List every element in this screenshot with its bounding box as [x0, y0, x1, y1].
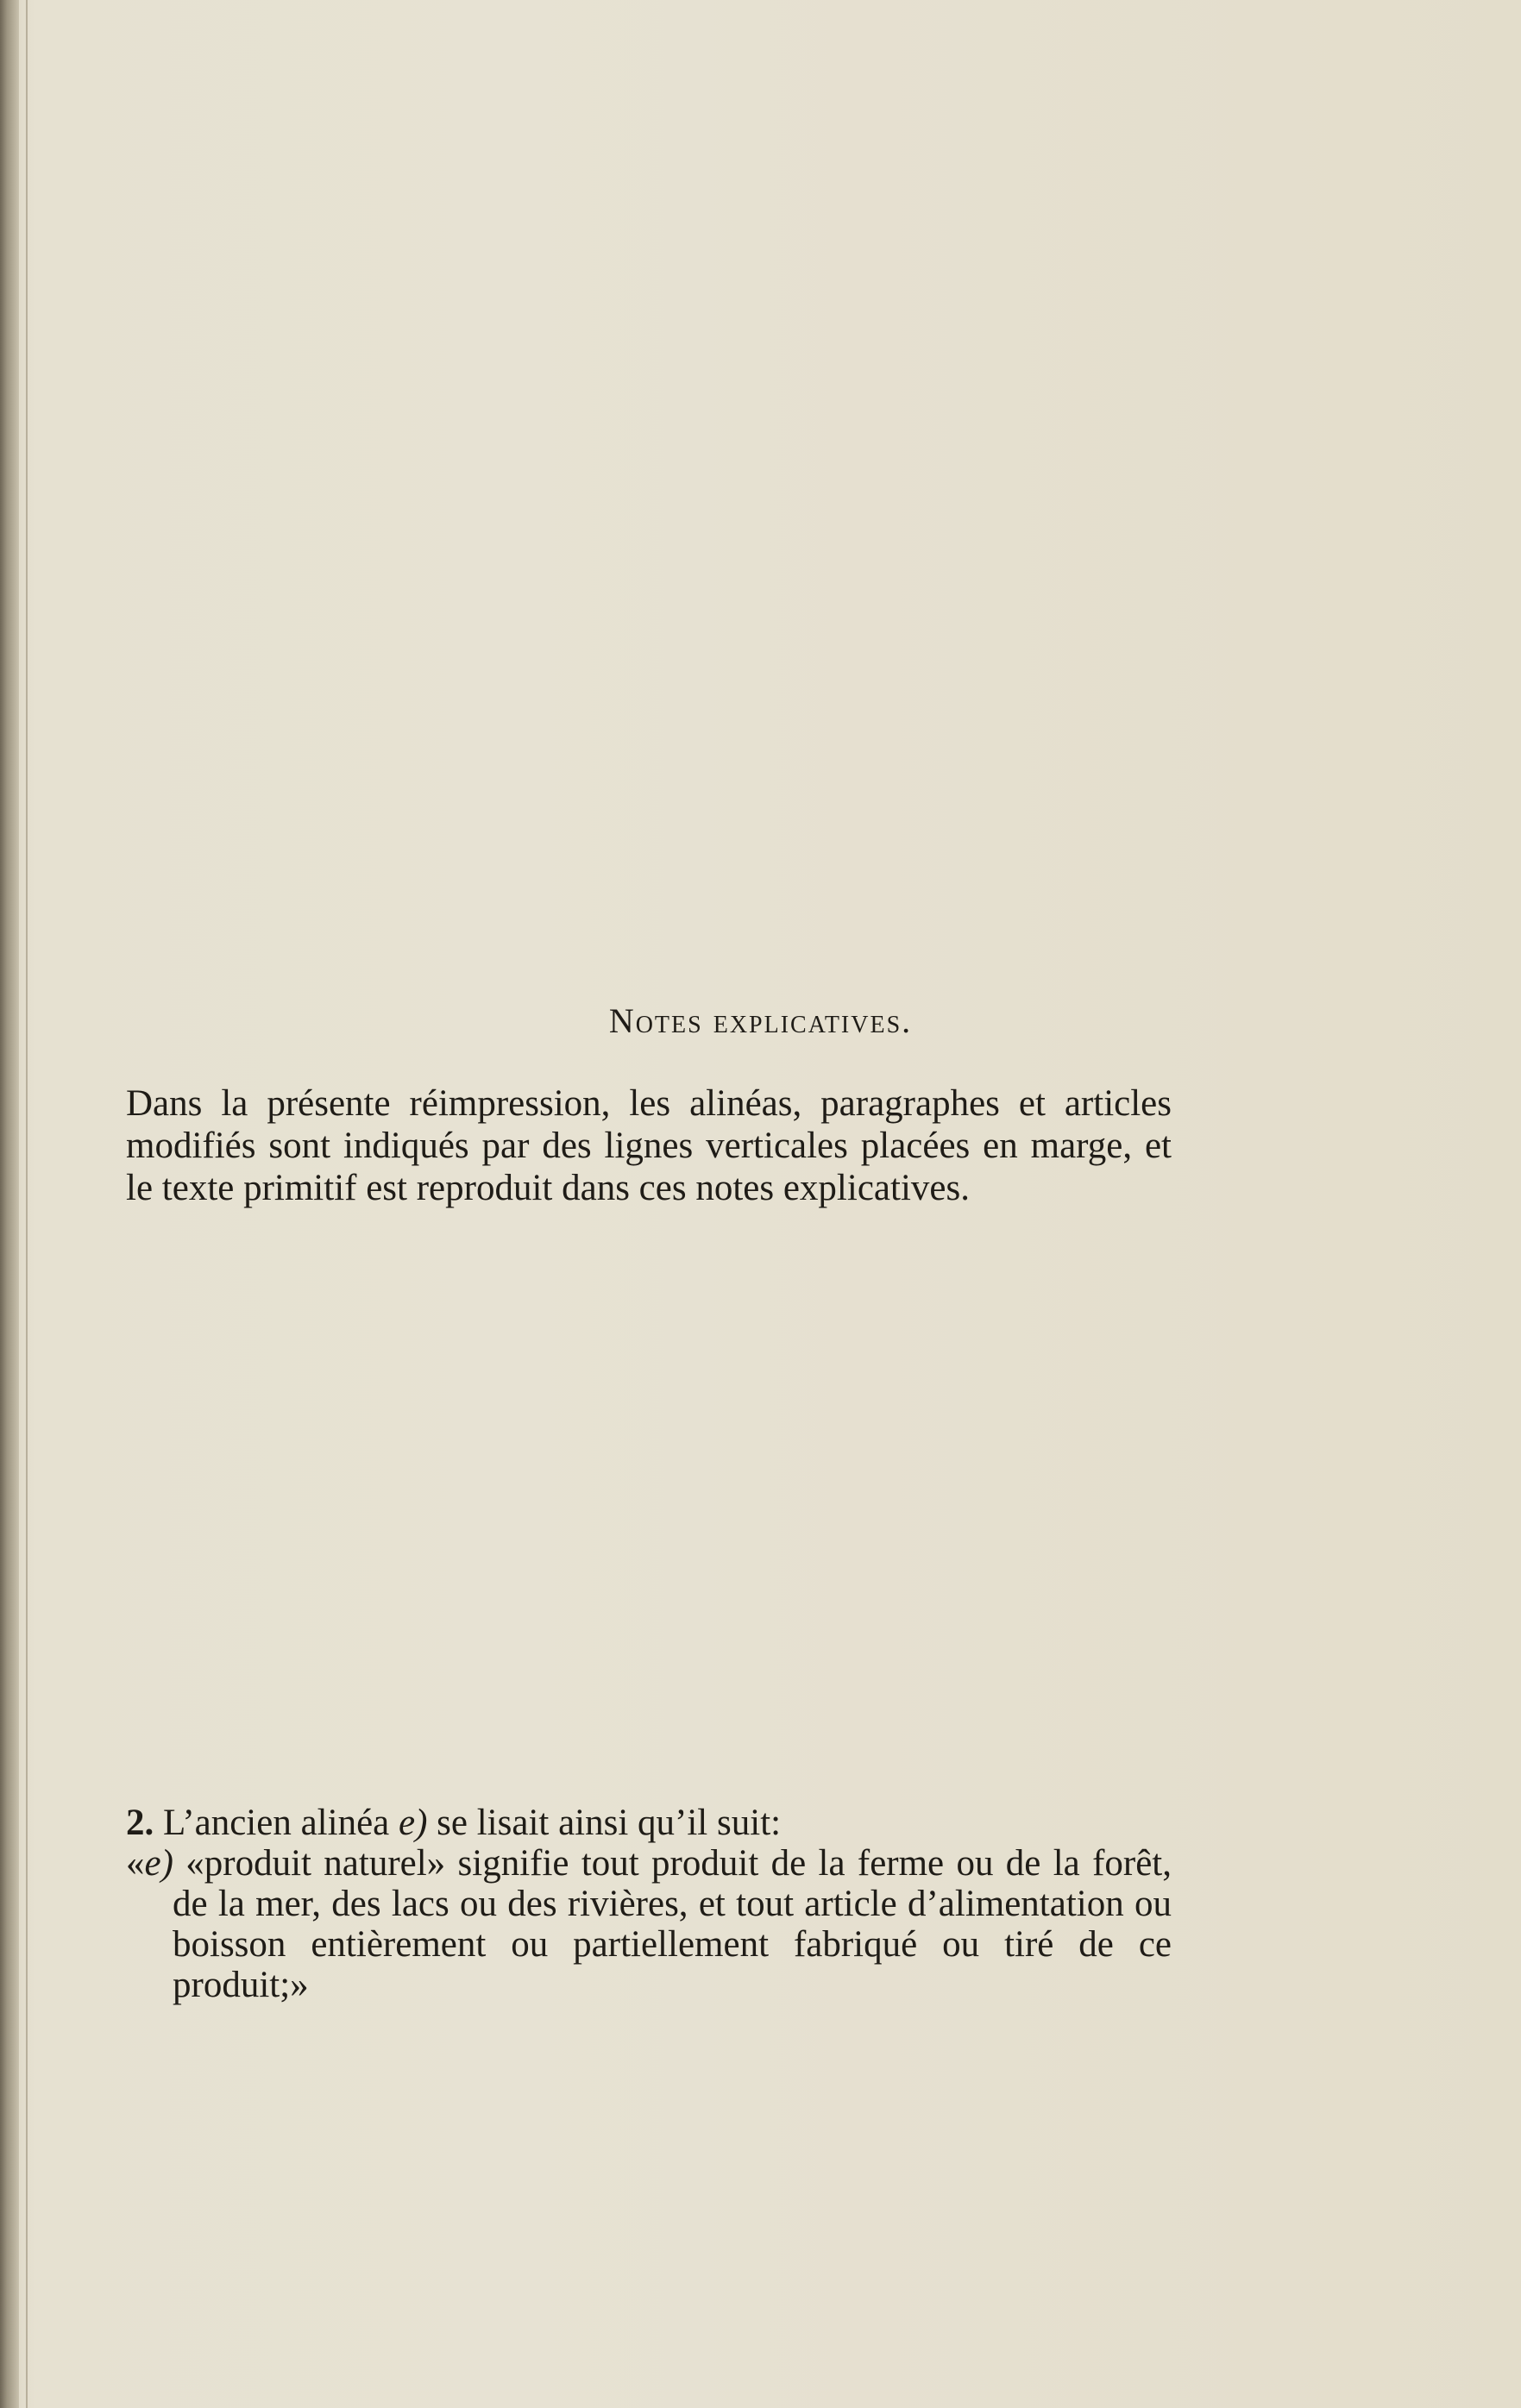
note-number: 2.	[126, 1803, 154, 1843]
note-quote	[126, 1843, 1172, 2005]
note-lead-after: se lisait ainsi qu’il suit:	[437, 1803, 782, 1843]
binding-edge	[0, 0, 19, 2408]
note-lead-line	[126, 1803, 1172, 1843]
heading: Notes explicatives.	[608, 1001, 913, 1040]
binding-line	[26, 0, 28, 2408]
quote-text: «produit naturel» signifie tout produit de la ferme ou de la forêt, de la mer, des lacs ou des rivières, et tout article d’alimentation ou boisson entièrement ou partiellement fabriqué ou tiré de ce produit;»	[173, 1843, 1172, 2005]
note-lead-ref: e)	[399, 1803, 428, 1843]
quote-ref: e)	[144, 1843, 173, 1884]
intro-paragraph: Dans la présente réimpression, les alinéas, paragraphes et articles modifiés sont indiqués par des lignes verticales placées en marge, et le texte primitif est reproduit dans ces notes explicatives.	[126, 1083, 1172, 1208]
note-lead-before: L’ancien alinéa	[163, 1803, 390, 1843]
note-2	[126, 1803, 1172, 2005]
quote-open: «	[126, 1843, 145, 1884]
